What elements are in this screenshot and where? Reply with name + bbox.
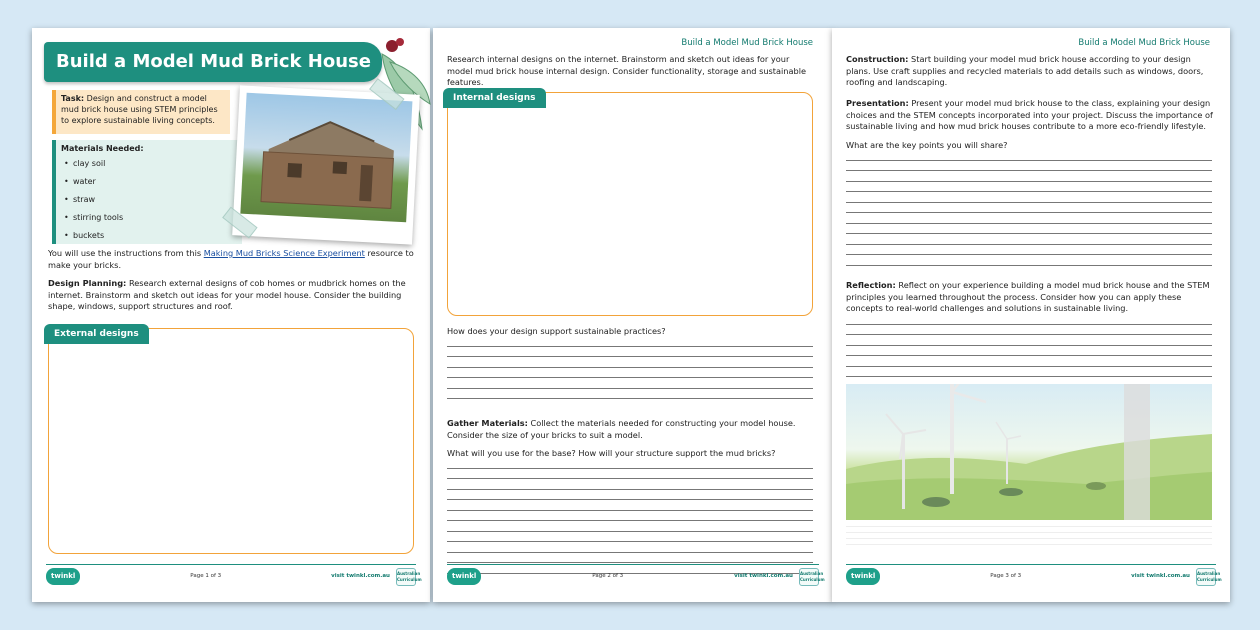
footer bbox=[447, 564, 825, 588]
twinkl-logo: twinkl bbox=[46, 568, 80, 586]
external-designs-box[interactable] bbox=[48, 328, 414, 554]
internal-design-intro: Research internal designs on the internet. Brainstorm and sketch out ideas for your model mud brick house internal design. Consider functionality, storage and sustainable features. bbox=[447, 54, 807, 87]
footer bbox=[46, 564, 422, 588]
materials-box bbox=[52, 140, 242, 244]
twinkl-logo: twinkl bbox=[846, 568, 880, 586]
footer bbox=[846, 564, 1222, 588]
list-item: • buckets bbox=[61, 227, 237, 245]
materials-list bbox=[61, 155, 237, 245]
mud-brick-house-photo bbox=[232, 85, 420, 244]
design-text: Research external designs of cob homes or mudbrick homes on the internet. Brainstorm and sketch out ideas for your model house. Consider the building shape, windows, support structures and roof. bbox=[48, 278, 406, 311]
materials-label: Materials Needed: bbox=[61, 144, 144, 153]
design-label: Design Planning: bbox=[48, 278, 127, 288]
fine-print bbox=[846, 523, 1212, 545]
question-base: What will you use for the base? How will your structure support the mud bricks? bbox=[447, 448, 776, 458]
answer-lines-3[interactable] bbox=[846, 150, 1212, 266]
page-number: Page 2 of 3 bbox=[592, 572, 624, 579]
page-title: Build a Model Mud Brick House bbox=[44, 42, 382, 82]
presentation-label: Presentation: bbox=[846, 98, 909, 108]
website-text: visit twinkl.com.au bbox=[331, 572, 390, 579]
internal-designs-label: Internal designs bbox=[443, 88, 546, 108]
experiment-link[interactable]: Making Mud Bricks Science Experiment bbox=[203, 248, 365, 258]
wind-farm-illustration bbox=[846, 384, 1212, 520]
presentation-text: Present your model mud brick house to the class, explaining your design choices and the STEM concepts incorporated into your project. Discuss the importance of sustainable living and how mud brick houses contribute to a more eco-friendly lifestyle. bbox=[846, 98, 1213, 131]
running-head: Build a Model Mud Brick House bbox=[1078, 38, 1210, 48]
page-3 bbox=[832, 28, 1230, 602]
answer-lines-4[interactable] bbox=[846, 314, 1212, 377]
curriculum-badge: Australian Curriculum bbox=[396, 568, 416, 586]
twinkl-logo: twinkl bbox=[447, 568, 481, 586]
intro-paragraph: You will use the instructions from this Making Mud Bricks Science Experiment resource to make your bricks. bbox=[48, 248, 414, 270]
gather-materials-paragraph bbox=[447, 418, 817, 441]
task-text: Design and construct a model mud brick house using STEM principles to explore sustainable living concepts. bbox=[61, 94, 218, 125]
page-number: Page 3 of 3 bbox=[990, 572, 1022, 579]
question-sustainable: How does your design support sustainable practices? bbox=[447, 326, 666, 336]
task-label: Task: bbox=[61, 94, 85, 103]
reflection-label: Reflection: bbox=[846, 280, 896, 290]
internal-designs-box[interactable] bbox=[447, 92, 813, 316]
list-item: • straw bbox=[61, 191, 237, 209]
answer-lines-2[interactable] bbox=[447, 458, 813, 574]
construction-paragraph bbox=[846, 54, 1216, 89]
reflection-text: Reflect on your experience building a model mud brick house and the STEM principles you learned throughout the process. Consider how you can apply these concepts to real-world challenges and solutions in sustainable living. bbox=[846, 280, 1210, 313]
design-planning-paragraph bbox=[48, 278, 414, 313]
external-designs-label: External designs bbox=[44, 324, 149, 344]
gather-label: Gather Materials: bbox=[447, 418, 528, 428]
curriculum-badge: Australian Curriculum bbox=[799, 568, 819, 586]
answer-lines-1[interactable] bbox=[447, 336, 813, 399]
running-head: Build a Model Mud Brick House bbox=[681, 38, 813, 48]
presentation-paragraph bbox=[846, 98, 1216, 133]
curriculum-badge: Australian Curriculum bbox=[1196, 568, 1216, 586]
page-number: Page 1 of 3 bbox=[190, 572, 222, 579]
reflection-paragraph bbox=[846, 280, 1216, 315]
website-text: visit twinkl.com.au bbox=[1131, 572, 1190, 579]
page-1 bbox=[32, 28, 430, 602]
question-key-points: What are the key points you will share? bbox=[846, 140, 1008, 150]
website-text: visit twinkl.com.au bbox=[734, 572, 793, 579]
gather-text: Collect the materials needed for constructing your model house. Consider the size of your bricks to suit a model. bbox=[447, 418, 796, 440]
list-item: • clay soil bbox=[61, 155, 237, 173]
list-item: • stirring tools bbox=[61, 209, 237, 227]
task-box bbox=[52, 90, 230, 134]
construction-label: Construction: bbox=[846, 54, 909, 64]
page-2 bbox=[433, 28, 833, 602]
construction-text: Start building your model mud brick house according to your design plans. Use craft supplies and recycled materials to add details such as windows, doors, roofing and landscaping. bbox=[846, 54, 1204, 87]
list-item: • water bbox=[61, 173, 237, 191]
